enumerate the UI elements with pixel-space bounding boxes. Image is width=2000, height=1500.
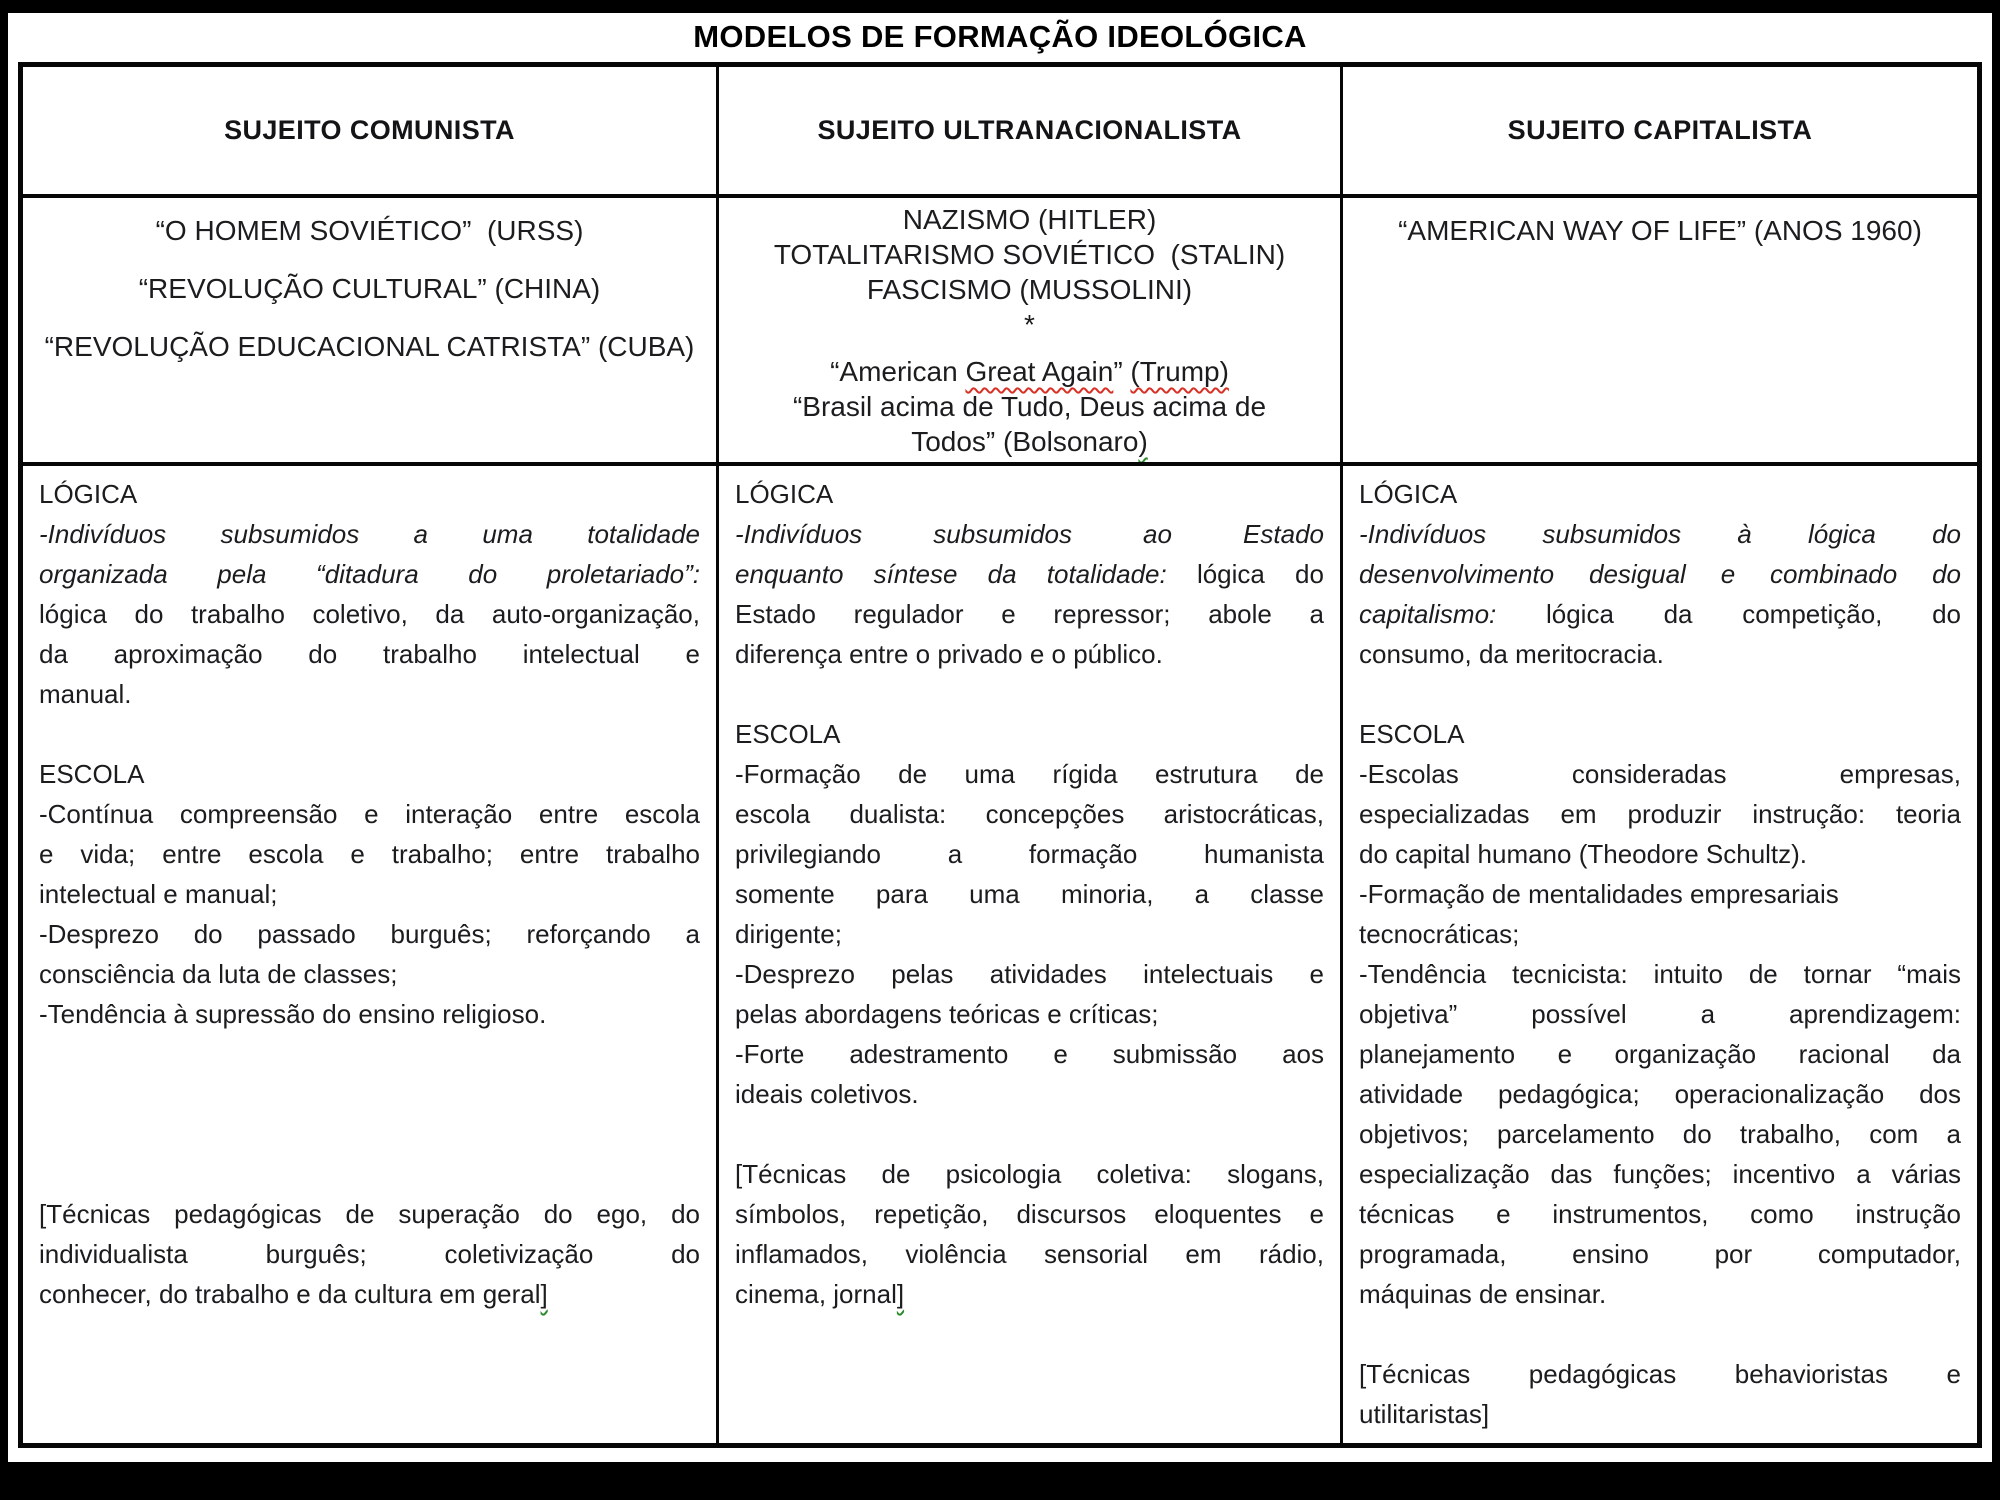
text-segment: -Desprezo pelas atividades intelectuais e bbox=[735, 959, 1324, 989]
body-line bbox=[1359, 794, 1961, 834]
example-line bbox=[719, 354, 1340, 389]
text-segment: -Indivíduos subsumidos à lógica do bbox=[1359, 519, 1961, 549]
text-segment: desenvolvimento desigual e combinado do bbox=[1359, 559, 1961, 589]
text-segment: planejamento e organização racional da bbox=[1359, 1039, 1961, 1069]
text-segment: objetivos; parcelamento do trabalho, com a bbox=[1359, 1119, 1961, 1149]
text-segment: -Formação de uma rígida estrutura de bbox=[735, 759, 1324, 789]
body-line bbox=[735, 794, 1324, 834]
grammar-underline: ] bbox=[540, 1279, 548, 1309]
body-line bbox=[735, 874, 1324, 914]
section-label bbox=[39, 474, 700, 514]
example-line bbox=[719, 202, 1340, 237]
text-segment: técnicas e instrumentos, como instrução bbox=[1359, 1199, 1961, 1229]
text-segment: especializadas em produzir instrução: teoria bbox=[1359, 799, 1961, 829]
text-segment: inflamados, violência sensorial em rádio, bbox=[735, 1239, 1324, 1269]
blank-line bbox=[39, 1074, 700, 1114]
text-segment: enquanto síntese da totalidade: bbox=[735, 559, 1167, 589]
text-segment: LÓGICA bbox=[1359, 479, 1458, 509]
examples-cell-capitalista bbox=[1343, 198, 1977, 466]
example-line bbox=[23, 260, 716, 318]
header-cell-ultranacionalista: SUJEITO ULTRANACIONALISTA bbox=[719, 67, 1343, 198]
body-line bbox=[39, 874, 700, 914]
blank-line bbox=[735, 1114, 1324, 1154]
text-segment: conhecer, do trabalho e da cultura em geral bbox=[39, 1279, 541, 1309]
text-segment: Todos” (Bolsonaro bbox=[911, 426, 1139, 457]
text-segment: “O HOMEM SOVIÉTICO” (URSS) bbox=[155, 215, 584, 246]
section-label bbox=[39, 754, 700, 794]
blank-line bbox=[719, 342, 1340, 354]
body-line bbox=[39, 1194, 700, 1234]
text-segment: símbolos, repetição, discursos eloquentes e bbox=[735, 1199, 1324, 1229]
body-line bbox=[39, 514, 700, 554]
example-line bbox=[719, 389, 1340, 424]
text-segment: dirigente; bbox=[735, 919, 842, 949]
text-segment: consumo, da meritocracia. bbox=[1359, 639, 1664, 669]
text-segment: escola dualista: concepções aristocráticas, bbox=[735, 799, 1324, 829]
body-line bbox=[1359, 834, 1961, 874]
body-line bbox=[1359, 914, 1961, 954]
header-cell-comunista: SUJEITO COMUNISTA bbox=[23, 67, 719, 198]
text-segment: cinema, jornal bbox=[735, 1279, 897, 1309]
text-segment: tecnocráticas; bbox=[1359, 919, 1520, 949]
section-label bbox=[735, 474, 1324, 514]
text-segment: somente para uma minoria, a classe bbox=[735, 879, 1324, 909]
body-line bbox=[735, 954, 1324, 994]
body-line bbox=[1359, 954, 1961, 994]
body-line bbox=[39, 594, 700, 634]
body-line bbox=[735, 554, 1324, 594]
body-line bbox=[1359, 634, 1961, 674]
text-segment: -Forte adestramento e submissão aos bbox=[735, 1039, 1324, 1069]
body-line bbox=[39, 634, 700, 674]
text-segment: ESCOLA bbox=[735, 719, 841, 749]
text-segment: ESCOLA bbox=[39, 759, 145, 789]
text-segment: capitalismo: bbox=[1359, 599, 1497, 629]
blank-line bbox=[735, 674, 1324, 714]
text-segment: e vida; entre escola e trabalho; entre trabalho bbox=[39, 839, 700, 869]
example-line bbox=[719, 237, 1340, 272]
section-label bbox=[1359, 714, 1961, 754]
body-line bbox=[735, 594, 1324, 634]
text-segment: -Contínua compreensão e interação entre escola bbox=[39, 799, 700, 829]
body-line bbox=[1359, 1034, 1961, 1074]
examples-cell-ultranacionalista bbox=[719, 198, 1343, 466]
text-segment: do capital humano (Theodore Schultz). bbox=[1359, 839, 1808, 869]
document-title: MODELOS DE FORMAÇÃO IDEOLÓGICA bbox=[693, 19, 1307, 54]
body-line bbox=[735, 1034, 1324, 1074]
header-cell-capitalista: SUJEITO CAPITALISTA bbox=[1343, 67, 1977, 198]
body-line bbox=[1359, 1274, 1961, 1314]
text-segment: ideais coletivos. bbox=[735, 1079, 919, 1109]
text-segment: NAZISMO (HITLER) bbox=[902, 204, 1157, 235]
text-segment: máquinas de ensinar. bbox=[1359, 1279, 1607, 1309]
text-segment: * bbox=[1024, 309, 1035, 340]
section-label bbox=[1359, 474, 1961, 514]
text-segment: ” bbox=[1113, 356, 1131, 387]
body-line bbox=[735, 1194, 1324, 1234]
text-segment: -Desprezo do passado burguês; reforçando a bbox=[39, 919, 700, 949]
example-line bbox=[1343, 202, 1977, 260]
body-line bbox=[735, 1154, 1324, 1194]
body-line bbox=[39, 834, 700, 874]
body-line bbox=[735, 1234, 1324, 1274]
text-segment: da aproximação do trabalho intelectual e bbox=[39, 639, 700, 669]
body-line bbox=[39, 674, 700, 714]
text-segment: TOTALITARISMO SOVIÉTICO (STALIN) bbox=[773, 239, 1286, 270]
text-segment: -Formação de mentalidades empresariais bbox=[1359, 879, 1839, 909]
text-segment: [Técnicas pedagógicas de superação do ego, do bbox=[39, 1199, 700, 1229]
text-segment: diferença entre o privado e o público. bbox=[735, 639, 1163, 669]
body-line bbox=[1359, 1074, 1961, 1114]
text-segment: LÓGICA bbox=[735, 479, 834, 509]
example-line bbox=[23, 318, 716, 376]
body-cell-ultranacionalista bbox=[719, 466, 1343, 1443]
text-segment: -Tendência à supressão do ensino religioso. bbox=[39, 999, 547, 1029]
text-segment: “REVOLUÇÃO EDUCACIONAL CATRISTA” (CUBA) bbox=[44, 331, 695, 362]
spellcheck-underline: Great Again bbox=[965, 356, 1114, 387]
text-segment: [Técnicas de psicologia coletiva: slogans, bbox=[735, 1159, 1324, 1189]
text-segment: lógica do bbox=[1166, 559, 1324, 589]
body-line bbox=[39, 914, 700, 954]
text-segment: LÓGICA bbox=[39, 479, 138, 509]
body-line bbox=[735, 514, 1324, 554]
body-line bbox=[1359, 594, 1961, 634]
body-line bbox=[39, 954, 700, 994]
body-line bbox=[1359, 1114, 1961, 1154]
body-line bbox=[39, 794, 700, 834]
body-line bbox=[1359, 1354, 1961, 1394]
text-segment: organizada pela “ditadura do proletariado”: bbox=[39, 559, 700, 589]
body-line bbox=[1359, 514, 1961, 554]
body-line bbox=[1359, 1154, 1961, 1194]
example-line bbox=[719, 424, 1340, 459]
text-segment: especialização das funções; incentivo a várias bbox=[1359, 1159, 1961, 1189]
text-segment: “Brasil acima de Tudo, Deus acima de bbox=[792, 391, 1267, 422]
text-segment: -Indivíduos subsumidos ao Estado bbox=[735, 519, 1324, 549]
blank-line bbox=[39, 714, 700, 754]
blank-line bbox=[39, 1114, 700, 1154]
body-line bbox=[735, 754, 1324, 794]
body-line bbox=[1359, 1194, 1961, 1234]
text-segment: utilitaristas] bbox=[1359, 1399, 1490, 1429]
text-segment: atividade pedagógica; operacionalização dos bbox=[1359, 1079, 1961, 1109]
text-segment: intelectual e manual; bbox=[39, 879, 278, 909]
body-cell-comunista bbox=[23, 466, 719, 1443]
body-line bbox=[735, 994, 1324, 1034]
blank-line bbox=[39, 1154, 700, 1194]
text-segment: “REVOLUÇÃO CULTURAL” (CHINA) bbox=[138, 273, 601, 304]
grammar-underline: ) bbox=[1138, 426, 1148, 457]
body-line bbox=[1359, 874, 1961, 914]
text-segment: -Indivíduos subsumidos a uma totalidade bbox=[39, 519, 700, 549]
body-line bbox=[1359, 1394, 1961, 1434]
body-line bbox=[735, 1074, 1324, 1114]
body-line bbox=[735, 914, 1324, 954]
text-segment: objetiva” possível a aprendizagem: bbox=[1359, 999, 1961, 1029]
text-segment: programada, ensino por computador, bbox=[1359, 1239, 1961, 1269]
section-label bbox=[735, 714, 1324, 754]
body-line bbox=[39, 1234, 700, 1274]
blank-line bbox=[1359, 1314, 1961, 1354]
example-line bbox=[719, 307, 1340, 342]
body-line bbox=[735, 834, 1324, 874]
spellcheck-underline: (Trump) bbox=[1130, 356, 1229, 387]
text-segment: [Técnicas pedagógicas behavioristas e bbox=[1359, 1359, 1961, 1389]
text-segment: manual. bbox=[39, 679, 132, 709]
body-line bbox=[735, 634, 1324, 674]
body-line bbox=[1359, 994, 1961, 1034]
body-line bbox=[39, 994, 700, 1034]
text-segment: consciência da luta de classes; bbox=[39, 959, 398, 989]
example-line bbox=[23, 202, 716, 260]
blank-line bbox=[1359, 674, 1961, 714]
body-cell-capitalista bbox=[1343, 466, 1977, 1443]
text-segment: ESCOLA bbox=[1359, 719, 1465, 749]
blank-line bbox=[39, 1034, 700, 1074]
grammar-underline: ] bbox=[896, 1279, 905, 1309]
text-segment: lógica do trabalho coletivo, da auto-organização, bbox=[39, 599, 700, 629]
text-segment: “AMERICAN WAY OF LIFE” (ANOS 1960) bbox=[1398, 215, 1922, 246]
body-line bbox=[39, 1274, 700, 1314]
body-line bbox=[1359, 1234, 1961, 1274]
text-segment: individualista burguês; coletivização do bbox=[39, 1239, 700, 1269]
text-segment: “American bbox=[830, 356, 966, 387]
ideology-table bbox=[18, 62, 1982, 1448]
body-line bbox=[39, 554, 700, 594]
body-line bbox=[1359, 554, 1961, 594]
text-segment: pelas abordagens teóricas e críticas; bbox=[735, 999, 1159, 1029]
body-line bbox=[1359, 754, 1961, 794]
body-line bbox=[735, 1274, 1324, 1314]
text-segment: Estado regulador e repressor; abole a bbox=[735, 599, 1324, 629]
example-line bbox=[719, 272, 1340, 307]
text-segment: -Tendência tecnicista: intuito de tornar “mais bbox=[1359, 959, 1961, 989]
examples-cell-comunista bbox=[23, 198, 719, 466]
text-segment: FASCISMO (MUSSOLINI) bbox=[866, 274, 1193, 305]
text-segment: privilegiando a formação humanista bbox=[735, 839, 1324, 869]
text-segment: lógica da competição, do bbox=[1496, 599, 1961, 629]
text-segment: -Escolas consideradas empresas, bbox=[1359, 759, 1961, 789]
document-page bbox=[8, 13, 1992, 1462]
